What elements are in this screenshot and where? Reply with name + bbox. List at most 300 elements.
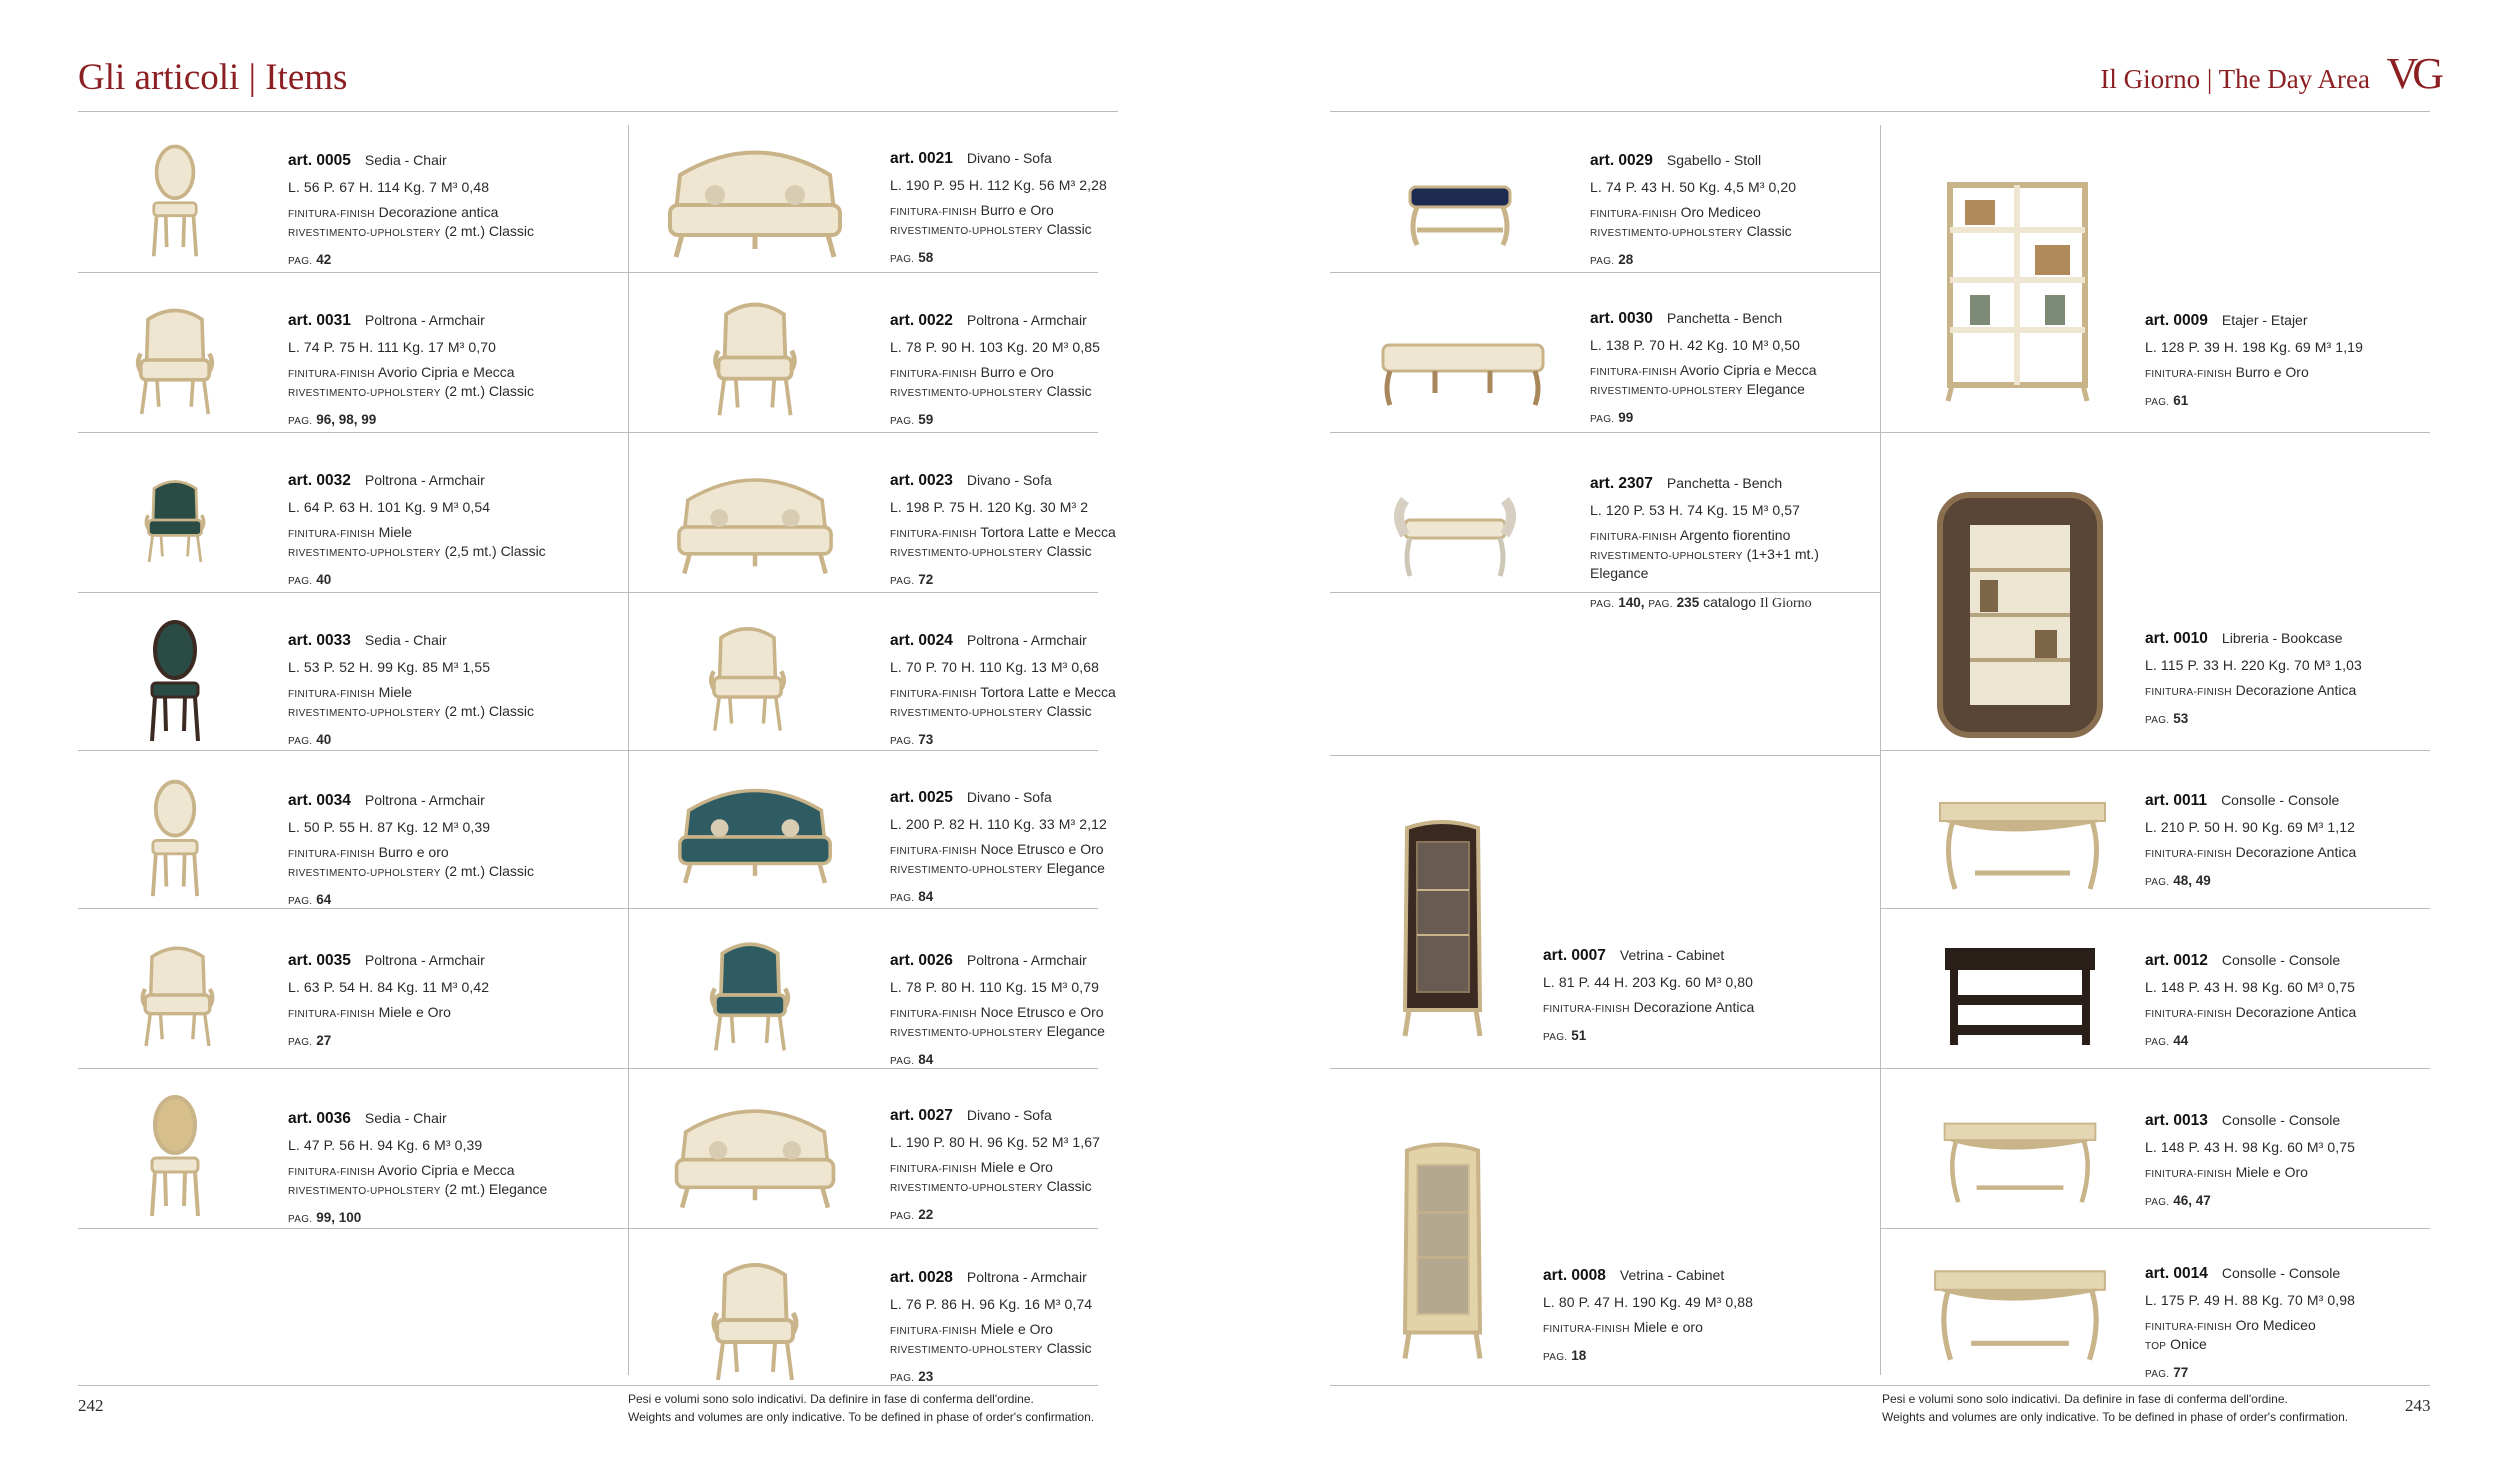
upholstery-label: RIVESTIMENTO-UPHOLSTERY [288,1186,441,1197]
footer-note-italian: Pesi e volumi sono solo indicativi. Da definire in fase di conferma dell'ordine. [1882,1392,2288,1406]
product-photo [1935,795,2110,895]
catalog-item [2145,1263,2435,1383]
item-name: Poltrona - Armchair [364,312,485,328]
page-label: PAG. [1590,256,1615,268]
finish-line [1590,526,1880,545]
finish-label: FINITURA-FINISH [1590,531,1677,543]
dimensions: L. 76 P. 86 H. 96 Kg. 16 M³ 0,74 [890,1296,1093,1313]
page-reference [890,1367,1180,1387]
page-label: PAG. [288,1214,313,1226]
finish-line [890,1003,1180,1022]
product-photo [1940,1112,2100,1212]
finish-line [1543,998,1833,1017]
item-title [890,1267,1180,1288]
finish-line [288,1161,578,1180]
item-name: Divano - Sofa [966,472,1052,488]
finish-line [2145,1003,2435,1022]
item-title [1590,150,1880,171]
product-photo [1935,490,2105,740]
item-title [2145,310,2435,331]
page-reference [288,1208,578,1228]
article-code: art. 0010 [2145,630,2208,647]
article-code: art. 0031 [288,312,351,329]
upholstery-label: RIVESTIMENTO-UPHOLSTERY [288,868,441,879]
dimensions: L. 80 P. 47 H. 190 Kg. 49 M³ 0,88 [1543,1294,1754,1311]
page-value-2: 235 [1676,594,1700,610]
finish-value: Argento fiorentino [1679,526,1791,543]
item-name: Poltrona - Armchair [966,312,1087,328]
finish-value: Decorazione Antica [2235,681,2357,698]
upholstery-value: Classic [1046,543,1092,559]
catalog-item [890,310,1180,430]
footer-note-left [628,1390,1094,1426]
catalog-item [288,790,578,910]
article-code: art. 0005 [288,152,351,169]
footer-note-english: Weights and volumes are only indicative. To be defined in phase of order's confirmation. [1882,1410,2349,1424]
catalog-item [1543,1265,1833,1366]
upholstery-label: RIVESTIMENTO-UPHOLSTERY [1590,551,1743,562]
article-code: art. 0008 [1543,1267,1606,1284]
product-photo [700,1255,810,1385]
page-reference [890,1050,1180,1070]
upholstery-line [1590,380,1880,399]
finish-line [890,363,1180,382]
page-label: PAG. [288,416,313,428]
catalog-item [2145,1110,2435,1211]
product-photo [1385,475,1525,580]
finish-label: FINITURA-FINISH [288,848,375,860]
finish-label: FINITURA-FINISH [1543,1323,1630,1335]
finish-value: Miele e oro [1633,1318,1703,1335]
item-title [2145,950,2435,971]
finish-label: FINITURA-FINISH [288,368,375,380]
item-title [890,1105,1180,1126]
catalog-item [890,950,1180,1070]
article-code: art. 0029 [1590,152,1653,169]
finish-line [2145,1163,2435,1182]
item-name: Sedia - Chair [364,1110,447,1126]
article-code: art. 0009 [2145,312,2208,329]
row-divider [1880,1228,2430,1229]
product-photo [670,460,840,585]
item-title [890,470,1180,491]
product-photo [1940,175,2095,405]
finish-line [288,363,578,382]
finish-label: FINITURA-FINISH [890,845,977,857]
upholstery-value: Classic [1046,221,1092,237]
product-photo [140,775,210,900]
brand-logo: VG [2386,49,2438,98]
page-label: PAG. [1543,1352,1568,1363]
finish-value: Avorio Cipria e Mecca [377,1161,515,1178]
page-value: 96, 98, 99 [316,412,377,428]
catalog-item [288,310,578,430]
upholstery-line [890,382,1180,401]
dimensions: L. 175 P. 49 H. 88 Kg. 70 M³ 0,98 [2145,1292,2356,1309]
dimensions: L. 120 P. 53 H. 74 Kg. 15 M³ 0,57 [1590,502,1801,519]
dimensions: L. 56 P. 67 H. 114 Kg. 7 M³ 0,48 [288,179,490,196]
footer-note-english: Weights and volumes are only indicative. To be defined in phase of order's confirmation. [628,1410,1095,1424]
finish-value: Decorazione antica [378,203,499,220]
upholstery-value: Classic [1046,383,1092,399]
page-label: PAG. [890,254,915,266]
page-reference [288,410,578,430]
page-reference [2145,871,2435,891]
item-title [2145,1110,2435,1131]
item-name: Panchetta - Bench [1666,475,1783,491]
item-name: Consolle - Console [2221,952,2341,968]
dimensions: L. 148 P. 43 H. 98 Kg. 60 M³ 0,75 [2145,979,2356,996]
finish-label: FINITURA-FINISH [2145,1168,2232,1180]
dimensions: L. 210 P. 50 H. 90 Kg. 69 M³ 1,12 [2145,819,2356,836]
item-name: Poltrona - Armchair [364,792,485,808]
catalog-item [2145,310,2435,411]
item-name: Consolle - Console [2221,792,2340,808]
finish-value: Burro e oro [378,843,449,860]
upholstery-value: Classic [1046,1178,1092,1194]
article-code: art. 0024 [890,632,953,649]
row-divider [78,908,1098,909]
upholstery-label: RIVESTIMENTO-UPHOLSTERY [1590,386,1743,397]
upholstery-value: Elegance [1046,860,1105,876]
item-title [288,790,578,811]
finish-value: Decorazione Antica [1633,998,1755,1015]
page-reference [2145,1363,2435,1383]
page-number-left: 242 [78,1396,104,1415]
page-reference [2145,391,2435,411]
row-divider [1880,432,2430,433]
item-title [2145,1263,2435,1284]
page-value: 61 [2173,393,2189,408]
article-code: art. 0030 [1590,310,1653,327]
upholstery-line [288,702,578,721]
finish-line [288,523,578,542]
page-value: 77 [2173,1365,2189,1381]
article-code: art. 0036 [288,1110,351,1127]
upholstery-value: Classic [1746,223,1792,239]
upholstery-line [288,222,578,241]
finish-line [1543,1318,1833,1337]
page-label: PAG. [288,576,313,588]
page-reference [890,730,1180,750]
finish-line [1590,361,1880,380]
finish-value: Burro e Oro [2235,363,2309,380]
page-value: 18 [1571,1348,1587,1363]
page-label: PAG. [288,736,313,748]
product-photo [140,1090,210,1220]
item-name: Panchetta - Bench [1666,310,1783,326]
catalog-item [890,787,1180,907]
upholstery-value: (1+3+1 mt.) Elegance [1590,546,1819,582]
page-label: PAG. [890,1211,915,1223]
product-photo [700,620,795,735]
page-label: PAG. [890,416,915,428]
upholstery-label: RIVESTIMENTO-UPHOLSTERY [890,226,1043,237]
product-photo [660,135,850,265]
page-label: PAG. [288,896,313,908]
page-label: PAG. [2145,1369,2170,1381]
item-name: Sedia - Chair [364,632,447,648]
finish-label: FINITURA-FINISH [1590,366,1677,378]
page-value: 22 [918,1207,934,1223]
row-divider [1330,1068,1880,1069]
page-title-right: Il Giorno | The Day Area [2100,64,2370,94]
page-value: 51 [1571,1028,1587,1043]
product-photo [1395,820,1490,1040]
top-line [2145,1335,2435,1354]
dimensions: L. 115 P. 33 H. 220 Kg. 70 M³ 1,03 [2145,657,2362,674]
finish-value: Miele e Oro [2235,1163,2308,1180]
product-photo [660,1095,850,1215]
article-code: art. 0011 [2145,792,2208,809]
upholstery-line [288,542,578,561]
article-code: art. 0014 [2145,1265,2208,1282]
page-reference [890,570,1180,590]
row-divider [1330,1385,1880,1386]
header-divider-right [1330,111,2430,112]
item-title [1543,945,1833,966]
upholstery-value: (2 mt.) Classic [444,223,535,239]
item-title [2145,790,2435,811]
article-code: art. 0026 [890,952,953,969]
catalog-item [1590,150,1880,270]
page-reference [1590,593,1880,613]
row-divider [78,592,1098,593]
catalog-item [2145,950,2435,1051]
finish-label: FINITURA-FINISH [288,1008,375,1020]
upholstery-line [890,859,1180,878]
item-name: Sedia - Chair [364,152,447,168]
finish-value: Miele e Oro [980,1158,1053,1175]
page-label: PAG. [2145,715,2170,726]
finish-label: FINITURA-FINISH [2145,1321,2232,1333]
finish-value: Noce Etrusco e Oro [980,1003,1104,1020]
article-code: art. 0021 [890,150,953,167]
item-title [1590,473,1880,494]
page-value: 84 [918,1052,934,1068]
row-divider [1330,272,1880,273]
page-value: 72 [918,572,934,588]
page-value: 27 [316,1033,332,1048]
finish-label: FINITURA-FINISH [288,688,375,700]
finish-line [288,1003,578,1022]
finish-label: FINITURA-FINISH [890,1325,977,1337]
finish-value: Decorazione Antica [2235,1003,2357,1020]
catalog-item [1543,945,1833,1046]
article-code: art. 2307 [1590,475,1653,492]
catalog-item [890,1267,1180,1387]
page-value: 28 [1618,252,1634,268]
item-title [2145,628,2435,649]
finish-value: Miele [378,523,413,540]
article-code: art. 0013 [2145,1112,2208,1129]
item-title [1543,1265,1833,1286]
upholstery-line [1590,545,1880,584]
finish-line [890,201,1180,220]
catalog-item [288,630,578,750]
page-note: catalogo [1703,593,1757,610]
finish-label: FINITURA-FINISH [890,528,977,540]
item-title [890,310,1180,331]
header-divider-left [78,111,1118,112]
catalog-item [1590,308,1880,428]
finish-label: FINITURA-FINISH [890,688,977,700]
dimensions: L. 190 P. 95 H. 112 Kg. 56 M³ 2,28 [890,177,1107,194]
article-code: art. 0035 [288,952,351,969]
finish-line [890,1158,1180,1177]
page-label: PAG. [1648,598,1673,610]
dimensions: L. 47 P. 56 H. 94 Kg. 6 M³ 0,39 [288,1137,483,1154]
product-photo [135,935,220,1055]
item-name: Divano - Sofa [966,1107,1052,1123]
footer-note-right [1882,1390,2348,1426]
upholstery-label: RIVESTIMENTO-UPHOLSTERY [288,228,441,239]
finish-label: FINITURA-FINISH [890,1008,977,1020]
item-name: Vetrina - Cabinet [1619,1267,1725,1283]
finish-value: Tortora Latte e Mecca [980,523,1116,540]
finish-value: Avorio Cipria e Mecca [1679,361,1817,378]
article-code: art. 0007 [1543,947,1606,964]
row-divider [78,1228,1098,1229]
upholstery-value: Classic [1046,703,1092,719]
article-code: art. 0032 [288,472,351,489]
finish-label: FINITURA-FINISH [890,1163,977,1175]
upholstery-line [890,1177,1180,1196]
page-label: PAG. [890,736,915,748]
item-name: Poltrona - Armchair [364,952,485,968]
row-divider [78,750,1098,751]
finish-value: Burro e Oro [980,363,1054,380]
item-title [288,150,578,171]
page-label: PAG. [2145,1037,2170,1048]
page-reference [1543,1026,1833,1046]
row-divider [1880,1385,2430,1386]
item-title [890,787,1180,808]
row-divider [1880,750,2430,751]
finish-label: FINITURA-FINISH [2145,686,2232,698]
product-photo [140,140,210,260]
page-value: 23 [918,1369,934,1385]
catalog-item [1590,473,1880,613]
upholstery-label: RIVESTIMENTO-UPHOLSTERY [890,1028,1043,1039]
finish-value: Miele [378,683,413,700]
top-value: Onice [2170,1336,2207,1352]
page-label: PAG. [288,1037,313,1048]
page-value: 44 [2173,1033,2189,1048]
item-name: Vetrina - Cabinet [1619,947,1725,963]
page-reference [2145,1191,2435,1211]
product-photo [700,295,810,420]
page-value: 59 [918,412,934,428]
page-reference [1590,250,1880,270]
finish-value: Oro Mediceo [1680,203,1761,220]
item-name: Consolle - Console [2221,1112,2341,1128]
page-label: PAG. [2145,397,2170,408]
page-label: PAG. [1543,1032,1568,1043]
page-label: PAG. [2145,877,2170,888]
page-label: PAG. [890,1056,915,1068]
page-reference [1590,408,1880,428]
upholstery-label: RIVESTIMENTO-UPHOLSTERY [890,388,1043,399]
upholstery-value: (2 mt.) Classic [444,703,535,719]
catalog-item [890,1105,1180,1225]
page-number-right: 243 [2405,1396,2431,1415]
finish-label: FINITURA-FINISH [2145,1008,2232,1020]
finish-label: FINITURA-FINISH [890,368,977,380]
page-value: 64 [316,892,332,908]
item-name: Poltrona - Armchair [966,632,1087,648]
finish-line [890,683,1180,702]
finish-label: FINITURA-FINISH [288,528,375,540]
finish-line [890,523,1180,542]
finish-label: FINITURA-FINISH [1590,208,1677,220]
item-name: Poltrona - Armchair [364,472,485,488]
page-reference [288,250,578,270]
page-reference [890,248,1180,268]
upholstery-label: RIVESTIMENTO-UPHOLSTERY [890,865,1043,876]
product-photo [1395,1140,1490,1365]
dimensions: L. 148 P. 43 H. 98 Kg. 60 M³ 0,75 [2145,1139,2356,1156]
dimensions: L. 78 P. 80 H. 110 Kg. 15 M³ 0,79 [890,979,1100,996]
item-name: Sgabello - Stoll [1666,152,1762,168]
finish-value: Miele e Oro [980,1320,1053,1337]
finish-line [288,203,578,222]
page-reference [288,890,578,910]
dimensions: L. 74 P. 75 H. 111 Kg. 17 M³ 0,70 [288,339,496,356]
page-value: 99 [1618,410,1634,426]
article-code: art. 0028 [890,1269,953,1286]
dimensions: L. 70 P. 70 H. 110 Kg. 13 M³ 0,68 [890,659,1100,676]
row-divider [78,432,1098,433]
page-label: PAG. [890,576,915,588]
item-name: Poltrona - Armchair [966,1269,1087,1285]
item-title [890,148,1180,169]
item-title [890,950,1180,971]
page-value: 42 [316,252,332,268]
article-code: art. 0033 [288,632,351,649]
finish-label: FINITURA-FINISH [2145,368,2232,380]
upholstery-label: RIVESTIMENTO-UPHOLSTERY [890,1183,1043,1194]
item-name: Divano - Sofa [966,789,1052,805]
catalog-item [288,1108,578,1228]
page-label: PAG. [288,256,313,268]
row-divider [1880,908,2430,909]
upholstery-label: RIVESTIMENTO-UPHOLSTERY [288,708,441,719]
page-reference [288,570,578,590]
dimensions: L. 53 P. 52 H. 99 Kg. 85 M³ 1,55 [288,659,491,676]
finish-value: Tortora Latte e Mecca [980,683,1116,700]
upholstery-line [890,542,1180,561]
item-name: Libreria - Bookcase [2221,630,2343,646]
page-reference [288,730,578,750]
page-label: PAG. [1590,598,1615,610]
page-value: 58 [918,250,934,266]
item-title [1590,308,1880,329]
product-photo [1940,940,2100,1050]
product-photo [695,935,805,1055]
finish-value: Decorazione Antica [2235,843,2357,860]
finish-value: Burro e Oro [980,201,1054,218]
finish-label: FINITURA-FINISH [288,1166,375,1178]
item-name: Poltrona - Armchair [966,952,1087,968]
product-photo [1375,330,1550,410]
upholstery-label: RIVESTIMENTO-UPHOLSTERY [890,708,1043,719]
dimensions: L. 64 P. 63 H. 101 Kg. 9 M³ 0,54 [288,499,491,516]
product-photo [670,775,840,890]
page-value: 84 [918,889,934,905]
upholstery-value: (2 mt.) Classic [444,863,535,879]
finish-line [288,683,578,702]
